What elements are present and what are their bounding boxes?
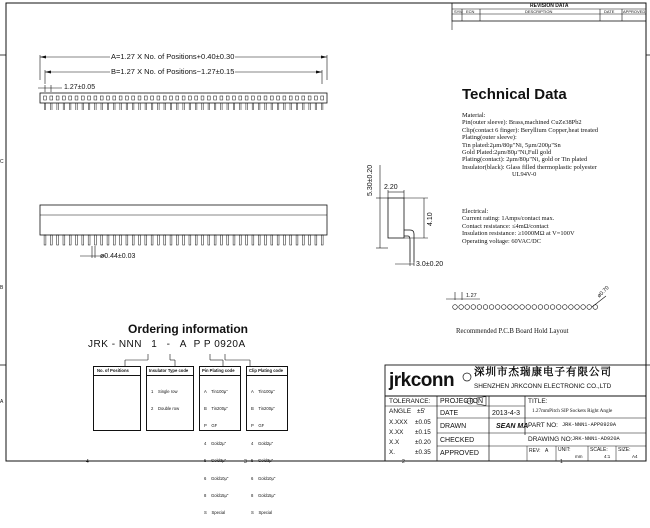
scale-value: 4:1 [604,454,611,459]
front-pin [82,235,84,245]
ordering-code [88,340,246,350]
scale-label: SCALE: [590,447,608,453]
title-value: 1.27mmPitch SIP Sockets Right Angle [532,408,613,414]
tol-key: X.X [389,439,400,446]
tol-key: X.XXX [389,419,408,426]
pcb-hole-label: ø0.70 [596,285,611,300]
date-label: DATE [440,410,459,417]
front-pin [202,235,204,245]
tol-value: ±0.15 [415,429,431,436]
order-option: 5 Gold3μ" [204,458,227,464]
front-pin [277,235,279,245]
tech-material-line: Pin(outer sleeve): Brass,machined CuZe38Pb2 [462,119,582,127]
code-part: JRK [88,339,109,350]
unit-label: UNIT: [558,447,571,453]
top-pin-socket [289,96,292,100]
pcb-hole [556,305,561,310]
front-pin [321,235,323,245]
order-box-clip-plating [246,366,288,516]
pcb-hole [532,305,537,310]
front-pin [50,235,52,245]
title-label: TITLE: [528,398,548,405]
order-option: S Special [204,510,226,516]
top-pin-socket [88,96,91,100]
rev-col-ecn: ECN [466,9,475,14]
tech-material-line: Gold Plated:2μm/80μ"Ni,Full gold [462,149,552,157]
front-pin [195,235,197,245]
tolerance-label: TOLERANCE: [389,398,431,405]
order-option: 4 Gold2μ" [251,440,274,446]
top-pin-socket [283,96,286,100]
order-option: 1 Single row [151,389,178,395]
top-pin-socket [321,96,324,100]
pcb-hole [563,305,568,310]
code-part: A [179,339,187,350]
zone-number: 1 [560,459,563,465]
checked-label: CHECKED [440,437,475,444]
zone-number: 4 [86,459,89,465]
pcb-hole [483,305,488,310]
tech-electrical-line: Current rating: 1Amps/contact max. [462,215,555,223]
dim-tail-length-label: 3.0±0.20 [416,261,444,268]
front-pin [113,235,115,245]
front-pin [189,235,191,245]
pcb-hole [581,305,586,310]
front-pin [239,235,241,245]
front-pin [57,235,59,245]
order-option: B Tin200μ" [204,405,228,411]
front-pin [183,235,185,245]
top-pin-socket [189,96,192,100]
order-box-head: No. of Positions [97,368,129,373]
tech-electrical-line: Operating voltage: 60VAC/DC [462,237,542,245]
top-pin-socket [176,96,179,100]
front-pin [296,235,298,245]
front-pin [88,235,90,245]
top-pin-socket [107,96,110,100]
order-box-head: Clip Plating code [249,368,283,373]
unit-value: mm [575,454,583,459]
top-pin-socket [75,96,78,100]
top-pin-socket [138,96,141,100]
rev-col-description: DESCRIPTION [525,9,553,14]
front-pin [158,235,160,245]
rev-col-date: DATE [604,9,615,14]
zone-letter: A [0,399,4,405]
pcb-hole [465,305,470,310]
dim-width-label: 2.20 [384,184,398,191]
top-pin-socket [182,96,185,100]
pcb-hole [550,305,555,310]
order-option: 8 Gold15μ" [204,492,229,498]
order-option: 6 Gold10μ" [204,475,229,481]
front-pin [265,235,267,245]
tol-key: X.XX [389,429,404,436]
revision-title: REVISION DATA [530,3,569,9]
order-option: 4 Gold2μ" [204,440,227,446]
pcb-hole [502,305,507,310]
pcb-hole [508,305,513,310]
projection-label: PROJECTON [440,398,484,405]
pcb-hole [495,305,500,310]
front-pin [227,235,229,245]
front-pin [63,235,65,245]
front-pin [271,235,273,245]
code-part: NNN [118,339,142,350]
date-value: 2013-4-3 [492,410,521,417]
top-pin-socket [258,96,261,100]
front-pin [126,235,128,245]
tol-value: ±0.35 [415,449,431,456]
front-pin [208,235,210,245]
order-option: 6 Gold10μ" [251,475,276,481]
top-pin-socket [50,96,53,100]
front-pin [151,235,153,245]
rev-col-approved: APPROVED [623,9,646,14]
company-name-en: SHENZHEN JRKCONN ELECTRONIC CO.,LTD [474,383,612,390]
front-pin [252,235,254,245]
code-part: - [166,339,171,350]
code-part: 0920A [214,339,246,350]
dim-a-label: A=1.27 X No. of Positions+0.40±0.30 [111,52,235,61]
top-pin-socket [94,96,97,100]
angle-label: ANGLE [389,408,412,415]
top-pin-socket [302,96,305,100]
dim-body-height-label: 4.10 [427,212,434,226]
order-box-insulator [146,366,194,431]
rev-value: A [545,448,549,454]
tech-material-head: Material: [462,112,486,119]
tech-material-line: UL94V-0 [512,171,537,179]
order-box-positions [93,366,141,431]
order-option: B Tin200μ" [251,405,275,411]
tech-electrical-block [462,208,647,245]
order-box-head: Pin Plating code [202,368,235,373]
top-pin-socket [81,96,84,100]
size-label: SIZE: [618,447,631,453]
front-pin [95,235,97,245]
top-pin-socket [270,96,273,100]
top-pin-socket [207,96,210,100]
order-option: A Tin100μ" [204,388,228,394]
pcb-hole [489,305,494,310]
top-pin-socket [233,96,236,100]
drawn-label: DRAWN [440,423,467,430]
company-name-cn: 深圳市杰瑞康电子有限公司 [474,367,612,378]
front-pin [284,235,286,245]
tech-title: Technical Data [462,86,567,103]
front-pin [221,235,223,245]
top-pin-socket [119,96,122,100]
part-no-value: JRK-NNN1-APP0920A [562,422,617,428]
top-pin-socket [126,96,129,100]
zone-letter: B [0,285,4,291]
top-pin-socket [214,96,217,100]
pcb-hole [575,305,580,310]
top-pin-socket [264,96,267,100]
order-option: S Special [251,510,273,516]
pcb-hole [471,305,476,310]
top-pin-socket [170,96,173,100]
top-pin-socket [163,96,166,100]
front-pin [44,235,46,245]
order-box-pin-plating [199,366,241,516]
pcb-hole [514,305,519,310]
tech-material-line: Plating(outer sleeve): [462,134,517,142]
tol-value: ±0.05 [415,419,431,426]
front-pin [233,235,235,245]
order-option: P GF [251,423,265,429]
dim-pitch-label: 1.27±0.05 [64,84,96,91]
front-pin [176,235,178,245]
angle-value: ±5' [417,408,426,415]
company-logo-text: jrkconn [389,370,455,391]
front-pin [107,235,109,245]
top-pin-socket [220,96,223,100]
rev-col-sym: SYM [454,9,463,14]
front-pin [290,235,292,245]
drawing-no-label: DRAWING NO: [528,436,573,443]
tech-material-line: Tin plated:2μm/80μ"Ni, 5μm/200μ"Sn [462,141,561,149]
top-pin-socket [69,96,72,100]
top-pin-socket [151,96,154,100]
pcb-hole [453,305,458,310]
top-pin-socket [100,96,103,100]
pcb-hole [544,305,549,310]
code-part: - [111,339,116,350]
pcb-pitch-label: 1.27 [466,293,477,299]
tol-key: X. [389,449,395,456]
front-pin [69,235,71,245]
top-pin-socket [252,96,255,100]
front-pin [132,235,134,245]
rev-label: REV: [529,448,541,454]
top-pin-socket [245,96,248,100]
top-pin-socket [277,96,280,100]
drawn-value: SEAN MA [496,423,529,430]
front-pin [76,235,78,245]
front-pin [101,235,103,245]
part-no-label: PART NO: [528,422,558,429]
tech-material-line: Clip(contact 6 finger): Beryllium Copper,heat treated [462,126,599,134]
tech-material-block [462,112,647,179]
top-pin-socket [113,96,116,100]
front-pin [145,235,147,245]
dim-b-label: B=1.27 X No. of Positions−1.27±0.15 [111,67,235,76]
pcb-hole [520,305,525,310]
top-pin-socket [157,96,160,100]
code-part: 1 [151,339,158,350]
zone-letter: C [0,159,4,165]
front-pin [258,235,260,245]
tech-material-line: Plating(contact): 2μm/80μ"Ni, gold or Tin plated [462,156,588,164]
front-pin [120,235,122,245]
top-pin-socket [226,96,229,100]
order-option: 8 Gold15μ" [251,492,276,498]
pcb-hole [587,305,592,310]
top-pin-socket [132,96,135,100]
pcb-hole [569,305,574,310]
tol-value: ±0.20 [415,439,431,446]
front-pin [246,235,248,245]
order-option: 5 Gold3μ" [251,458,274,464]
approved-label: APPROVED [440,450,479,457]
pcb-hole [538,305,543,310]
top-pin-socket [201,96,204,100]
top-pin-socket [308,96,311,100]
order-option: P GF [204,423,218,429]
tech-electrical-line: Insulation resistance: ≥1000MΩ at V=100V [462,230,575,238]
tech-electrical-line: Contact resistance: ≤4mΩ/contact [462,222,549,230]
top-pin-socket [63,96,66,100]
order-option: 2 Double row [151,405,180,411]
top-pin-socket [296,96,299,100]
front-pin [302,235,304,245]
pcb-layout-label: Recommended P.C.B Board Hold Layout [456,328,569,335]
order-box-head: Insulator Type code [149,368,189,373]
pcb-hole [459,305,464,310]
front-pin [315,235,317,245]
pcb-hole [526,305,531,310]
order-option: A Tin100μ" [251,388,275,394]
front-pin [164,235,166,245]
top-pin-socket [239,96,242,100]
front-pin [139,235,141,245]
pcb-hole [477,305,482,310]
dim-pin-diameter-label: ø0.44±0.03 [100,253,136,260]
zone-number: 2 [402,459,405,465]
drawing-no-value: JRK-NNN1-AD920A [572,436,620,442]
top-pin-socket [144,96,147,100]
front-pin [170,235,172,245]
top-pin-socket [315,96,318,100]
code-part: P [193,339,201,350]
top-pin-socket [195,96,198,100]
front-pin [309,235,311,245]
front-pin [214,235,216,245]
tech-electrical-head: Electrical: [462,208,489,215]
size-value: A4 [632,454,638,459]
zone-number: 3 [244,459,247,465]
ordering-title: Ordering information [128,322,248,336]
top-pin-socket [56,96,59,100]
dim-height-label: 5.30±0.20 [367,164,374,196]
code-part: P [203,339,211,350]
tech-material-line: Insulator(black): Glass filled thermoplastic polyester [462,163,597,171]
top-pin-socket [44,96,47,100]
